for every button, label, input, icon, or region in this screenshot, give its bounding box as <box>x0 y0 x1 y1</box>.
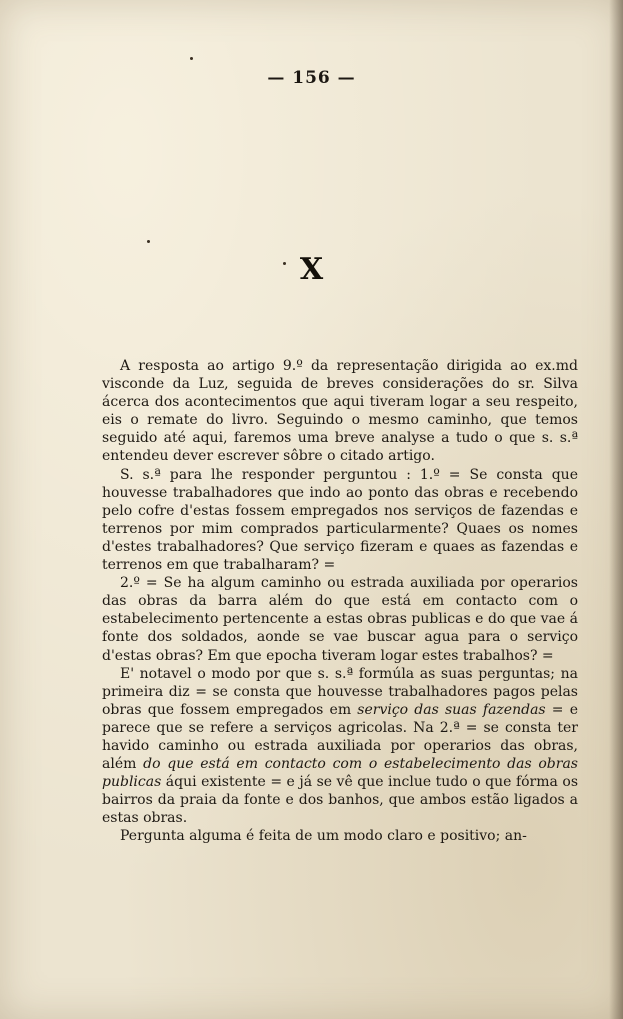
section-heading: X <box>299 252 324 287</box>
paragraph-4-italic-b: do que está em contacto com o estabelecimento das obras publicas <box>102 756 578 791</box>
paragraph-2: S. s.ª para lhe responder perguntou : 1.º = Se consta que houvesse trabalhadores que indo ao ponto das obras e recebendo pelo cofre d'estas fossem empregados nos serviços de fazendas e terrenos por mim comprados particularmente? Quaes os nomes d'estes trabalhadores? Que serviço fizeram e quaes as fazendas e terrenos em que trabalharam? = <box>102 466 578 574</box>
paragraph-4-italic-a: serviço das suas fazendas <box>357 701 546 718</box>
paragraph-4-text-a: E' notavel o modo por que s. s.ª formúla as suas perguntas; na primeira diz = se consta que houvesse trabalhadores pagos pelas obras que fossem empregados em <box>102 665 578 718</box>
paragraph-3: 2.º = Se ha algum caminho ou estrada auxiliada por operarios das obras da barra além do que está em contacto com o estabelecimento pertencente a estas obras publicas e do que vae á fonte dos soldados, aonde se vae buscar agua para o serviço d'estas obras? Em que epocha tiveram logar estes trabalhos? = <box>102 575 578 664</box>
paragraph-4-text-b: = e parece que se refere a serviços agricolas. Na 2.ª = se consta ter havido caminho ou estrada auxiliada por operarios das obras, além <box>102 701 578 773</box>
paragraph-4-text-c: áqui existente = e já se vê que inclue tudo o que fórma os bairros da praia da fonte e dos banhos, que ambos estão ligados a estas obras. <box>102 774 578 827</box>
paragraph-1: A resposta ao artigo 9.º da representação dirigida ao ex.md visconde da Luz, seguida de breves considerações do sr. Silva ácerca dos acontecimentos que aqui tiveram logar a seu respeito, eis o remate do livro. Seguindo o mesmo caminho, que temos seguido até aqui, faremos uma breve analyse a tudo o que s. s.ª entendeu dever escrever sôbre o citado artigo. <box>102 358 578 465</box>
paragraph-4 <box>102 665 578 828</box>
show-through-bleed <box>95 110 595 132</box>
body-text <box>102 357 578 846</box>
ink-speck <box>283 262 286 265</box>
paragraph-5: Pergunta alguma é feita de um modo claro e positivo; an- <box>120 828 527 845</box>
page-number: — 156 — <box>267 68 356 88</box>
ink-speck <box>190 57 193 60</box>
page-edge-shadow <box>609 0 623 1019</box>
ink-speck <box>147 240 150 243</box>
